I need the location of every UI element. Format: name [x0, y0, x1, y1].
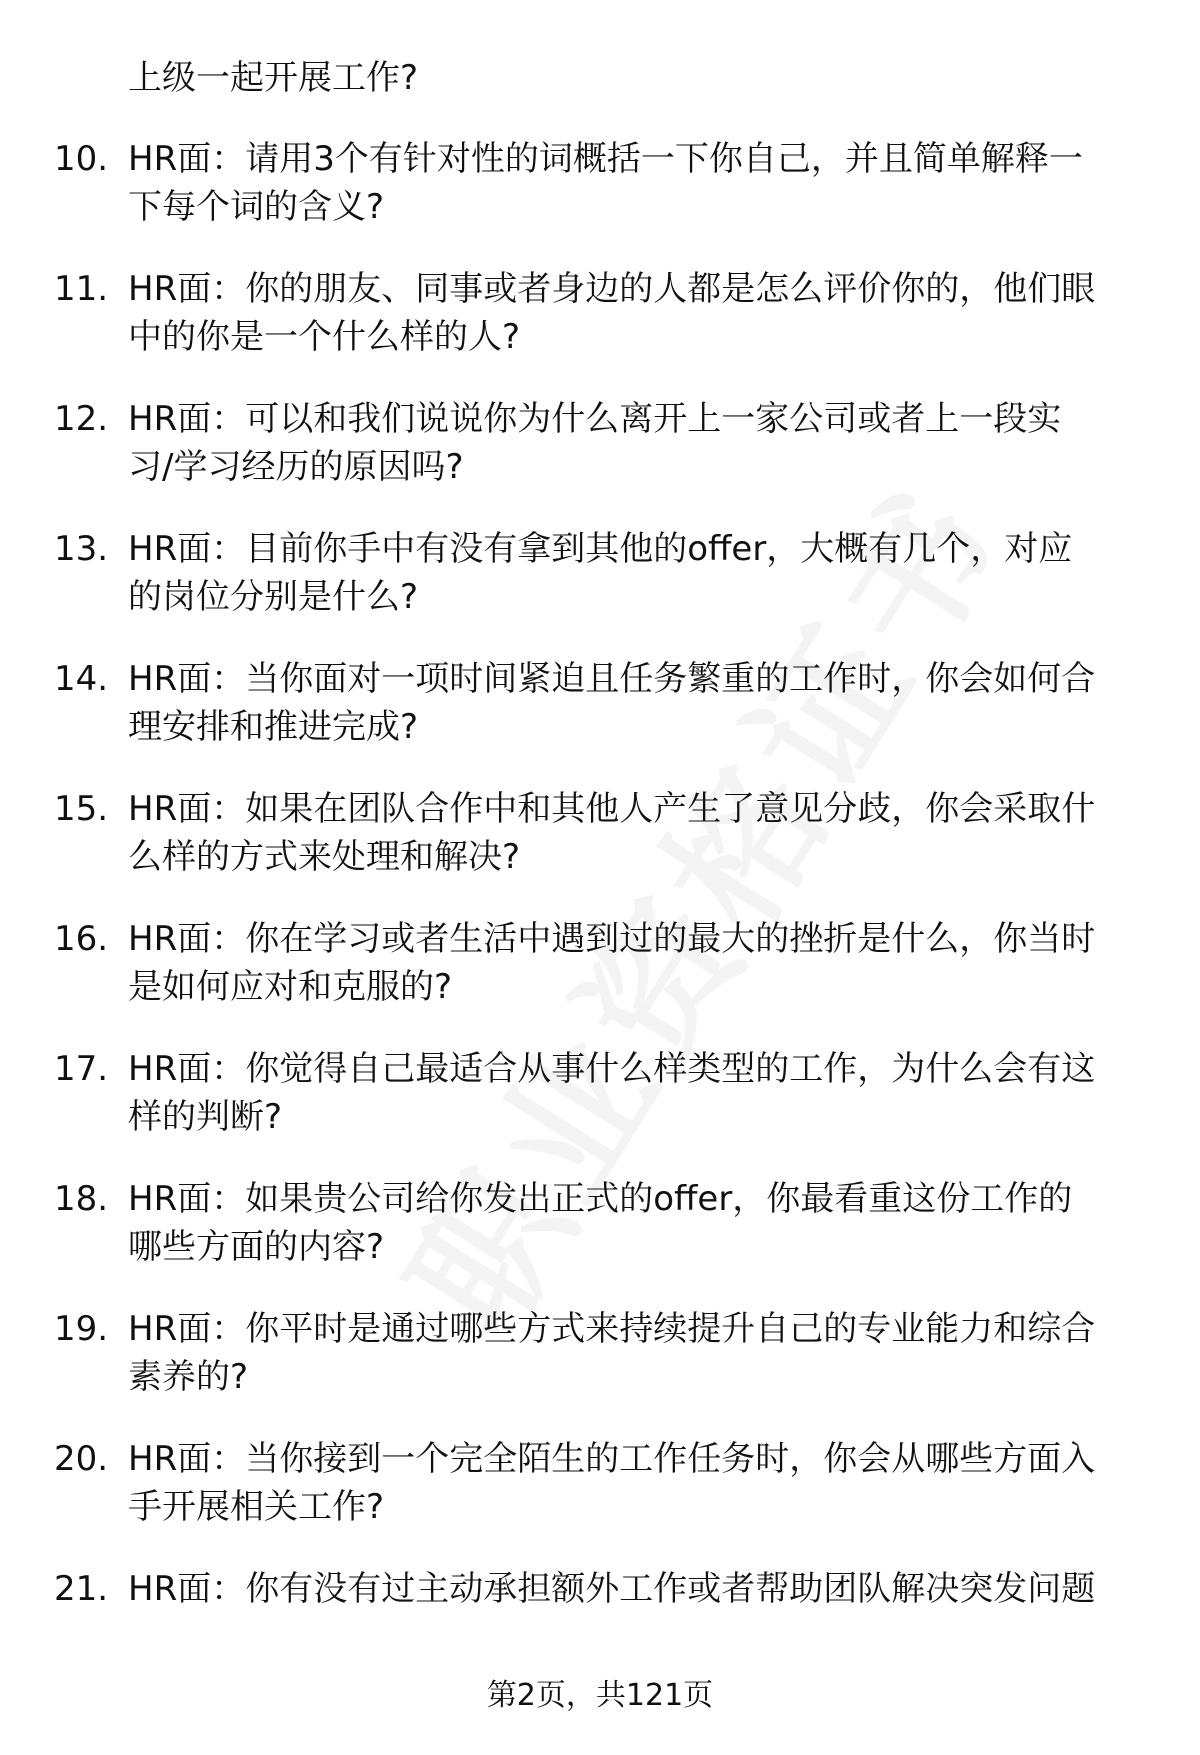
question-line: HR面：当你面对一项时间紧迫且任务繁重的工作时，你会如何合 — [128, 659, 1096, 699]
question-list — [0, 135, 1200, 1695]
question-line: HR面：请用3个有针对性的词概括一下你自己，并且简单解释一 — [128, 139, 1083, 179]
question-line: HR面：当你接到一个完全陌生的工作任务时，你会从哪些方面入 — [128, 1439, 1096, 1479]
question-text — [128, 655, 1163, 751]
question-item — [0, 135, 1200, 265]
question-line: HR面：你平时是通过哪些方式来持续提升自己的专业能力和综合 — [128, 1309, 1096, 1349]
question-number: 14. — [54, 659, 109, 699]
question-line: 习/学习经历的原因吗? — [128, 447, 464, 487]
question-number: 11. — [54, 269, 109, 309]
question-line: 样的判断? — [128, 1097, 283, 1137]
question-number: 12. — [54, 399, 109, 439]
question-item — [0, 1175, 1200, 1305]
question-item — [0, 1305, 1200, 1435]
question-number: 18. — [54, 1179, 109, 1219]
question-number: 16. — [54, 919, 109, 959]
question-line: 下每个词的含义? — [128, 187, 385, 227]
question-line: HR面：你有没有过主动承担额外工作或者帮助团队解决突发问题 — [128, 1569, 1096, 1609]
question-line: 哪些方面的内容? — [128, 1227, 385, 1267]
question-text — [128, 915, 1163, 1011]
question-line: 是如何应对和克服的? — [128, 967, 453, 1007]
question-item — [0, 1435, 1200, 1565]
question-text — [128, 1565, 1163, 1613]
question-text — [128, 395, 1163, 491]
question-number: 10. — [54, 139, 109, 179]
question-text — [128, 785, 1163, 881]
question-line: HR面：如果贵公司给你发出正式的offer，你最看重这份工作的 — [128, 1179, 1073, 1219]
question-number: 15. — [54, 789, 109, 829]
question-line: 理安排和推进完成? — [128, 707, 419, 747]
question-text — [128, 135, 1163, 231]
question-item — [0, 785, 1200, 915]
question-line: 的岗位分别是什么? — [128, 577, 419, 617]
question-line: 么样的方式来处理和解决? — [128, 837, 521, 877]
question-text — [128, 1435, 1163, 1531]
question-item — [0, 395, 1200, 525]
question-item — [0, 265, 1200, 395]
question-item — [0, 915, 1200, 1045]
question-number: 13. — [54, 529, 109, 569]
question-line: HR面：你的朋友、同事或者身边的人都是怎么评价你的，他们眼 — [128, 269, 1096, 309]
question-number: 17. — [54, 1049, 109, 1089]
question-text — [128, 1045, 1163, 1141]
question-text — [128, 1305, 1163, 1401]
question-text — [128, 265, 1163, 361]
question-line: HR面：如果在团队合作中和其他人产生了意见分歧，你会采取什 — [128, 789, 1096, 829]
question-number: 19. — [54, 1309, 109, 1349]
question-line: HR面：可以和我们说说你为什么离开上一家公司或者上一段实 — [128, 399, 1062, 439]
continued-question-text: 上级一起开展工作? — [128, 58, 419, 98]
question-line: HR面：目前你手中有没有拿到其他的offer，大概有几个，对应 — [128, 529, 1073, 569]
question-item — [0, 1045, 1200, 1175]
question-line: 中的你是一个什么样的人? — [128, 317, 521, 357]
question-item — [0, 655, 1200, 785]
question-line: HR面：你觉得自己最适合从事什么样类型的工作，为什么会有这 — [128, 1049, 1096, 1089]
question-line: 手开展相关工作? — [128, 1487, 385, 1527]
question-text — [128, 1175, 1163, 1271]
page-footer: 第2页，共121页 — [486, 1678, 714, 1713]
question-text — [128, 525, 1163, 621]
question-item — [0, 525, 1200, 655]
question-line: HR面：你在学习或者生活中遇到过的最大的挫折是什么，你当时 — [128, 919, 1096, 959]
question-number: 20. — [54, 1439, 109, 1479]
question-line: 素养的? — [128, 1357, 249, 1397]
question-number: 21. — [54, 1569, 109, 1609]
